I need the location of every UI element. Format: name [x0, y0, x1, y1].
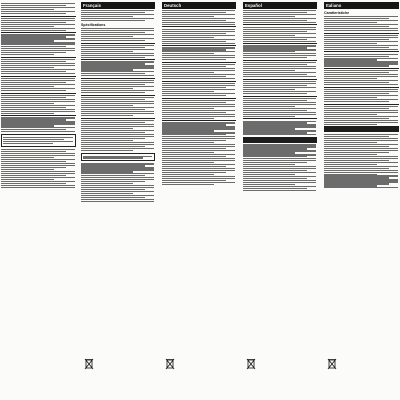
section-bar	[243, 137, 317, 143]
crossed-out-bin-icon	[246, 358, 256, 370]
crossed-out-bin-icon	[84, 358, 94, 370]
column-deutsch	[162, 2, 236, 398]
column-francais	[81, 2, 155, 398]
language-tab-italiano: Italiano	[324, 2, 399, 9]
column-english	[1, 2, 76, 398]
section-bar	[324, 126, 399, 132]
warning-box	[81, 153, 155, 162]
crossed-out-bin-icon	[327, 358, 337, 370]
language-tab-francais: Français	[81, 2, 155, 9]
section-heading-specifications: Spécifications	[81, 22, 106, 27]
language-tab-espanol: Español	[243, 2, 317, 9]
column-italiano	[324, 2, 399, 398]
language-tab-deutsch: Deutsch	[162, 2, 236, 9]
column-espanol	[243, 2, 317, 398]
crossed-out-bin-icon	[165, 358, 175, 370]
section-heading-caratteristiche: Caratteristiche	[324, 11, 350, 15]
warning-box	[1, 134, 76, 147]
